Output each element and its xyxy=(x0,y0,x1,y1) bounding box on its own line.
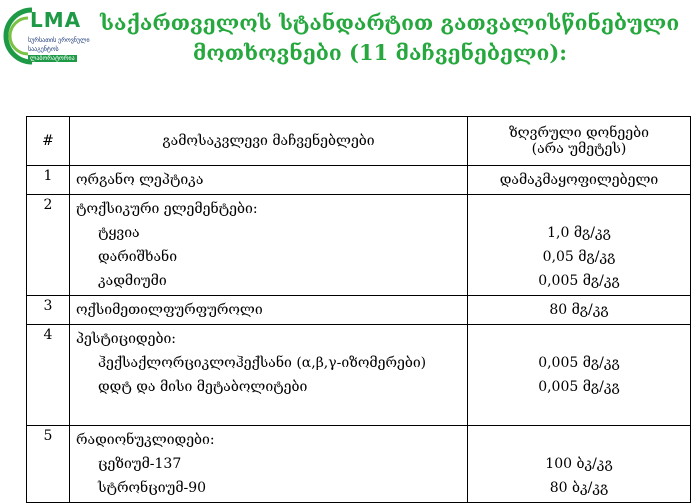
row-num: 4 xyxy=(27,325,70,426)
logo-line3: ლაბორატორია xyxy=(30,55,75,62)
row-level: 0,005 მგ/კგ xyxy=(538,355,620,371)
table-row xyxy=(27,166,691,195)
logo-line1: სურსათის ეროვნული xyxy=(28,37,90,44)
row-name: პესტიციდები: xyxy=(76,331,176,347)
title-line2: მოთხოვნები (11 მაჩვენებელი): xyxy=(192,40,568,65)
row-item: დდტ და მისი მეტაბოლიტები xyxy=(98,379,308,395)
requirements-table xyxy=(26,116,691,503)
row-level: 100 ბკ/კგ xyxy=(545,456,613,472)
row-num: 1 xyxy=(27,166,70,195)
row-item: ცეზიუმ-137 xyxy=(98,456,182,472)
row-num: 2 xyxy=(27,195,70,296)
row-name: ოქსიმეთილფურფუროლი xyxy=(70,296,468,325)
row-level: დამაკმაყოფილებელი xyxy=(468,166,691,195)
logo-line2: სააგენტოს xyxy=(28,46,59,53)
header-num: # xyxy=(27,117,70,166)
page-title xyxy=(100,8,680,68)
header-name: გამოსაკვლევი მაჩვენებლები xyxy=(70,117,468,166)
header-level-line2: (არა უმეტეს) xyxy=(531,141,627,157)
row-item: ტყვია xyxy=(98,225,140,241)
row-level-cell xyxy=(468,325,691,426)
row-level: 0,005 მგ/კგ xyxy=(538,273,620,289)
row-level: 1,0 მგ/კგ xyxy=(547,225,611,241)
table-row xyxy=(27,325,691,426)
table-row xyxy=(27,296,691,325)
row-num: 5 xyxy=(27,426,70,503)
row-level: 80 მგ/კგ xyxy=(468,296,691,325)
row-item: ჰექსაქლორციკლოჰექსანი (α,β,γ-იზომერები) xyxy=(98,355,427,371)
table-header-row xyxy=(27,117,691,166)
row-level: 80 ბკ/კგ xyxy=(549,480,609,496)
row-name-cell xyxy=(70,426,468,503)
logo-mark: LMA xyxy=(30,8,82,32)
row-num: 3 xyxy=(27,296,70,325)
table-row xyxy=(27,195,691,296)
row-name: რადიონუკლიდები: xyxy=(76,432,215,448)
logo xyxy=(2,4,90,74)
row-level-cell xyxy=(468,195,691,296)
header-level xyxy=(468,117,691,166)
row-name-cell xyxy=(70,195,468,296)
row-level-cell xyxy=(468,426,691,503)
table-row xyxy=(27,426,691,503)
row-name: ტოქსიკური ელემენტები: xyxy=(76,201,258,217)
row-name: ორგანო ლეპტიკა xyxy=(70,166,468,195)
row-name-cell xyxy=(70,325,468,426)
title-line1: საქართველოს სტანდარტით გათვალისწინებული xyxy=(100,10,680,35)
row-item: სტრონციუმ-90 xyxy=(98,480,207,496)
row-item: კადმიუმი xyxy=(98,273,167,289)
row-level: 0,005 მგ/კგ xyxy=(538,379,620,395)
header-level-line1: ზღვრული დონეები xyxy=(509,125,649,141)
row-item: დარიშხანი xyxy=(98,249,178,265)
row-level: 0,05 მგ/კგ xyxy=(542,249,616,265)
